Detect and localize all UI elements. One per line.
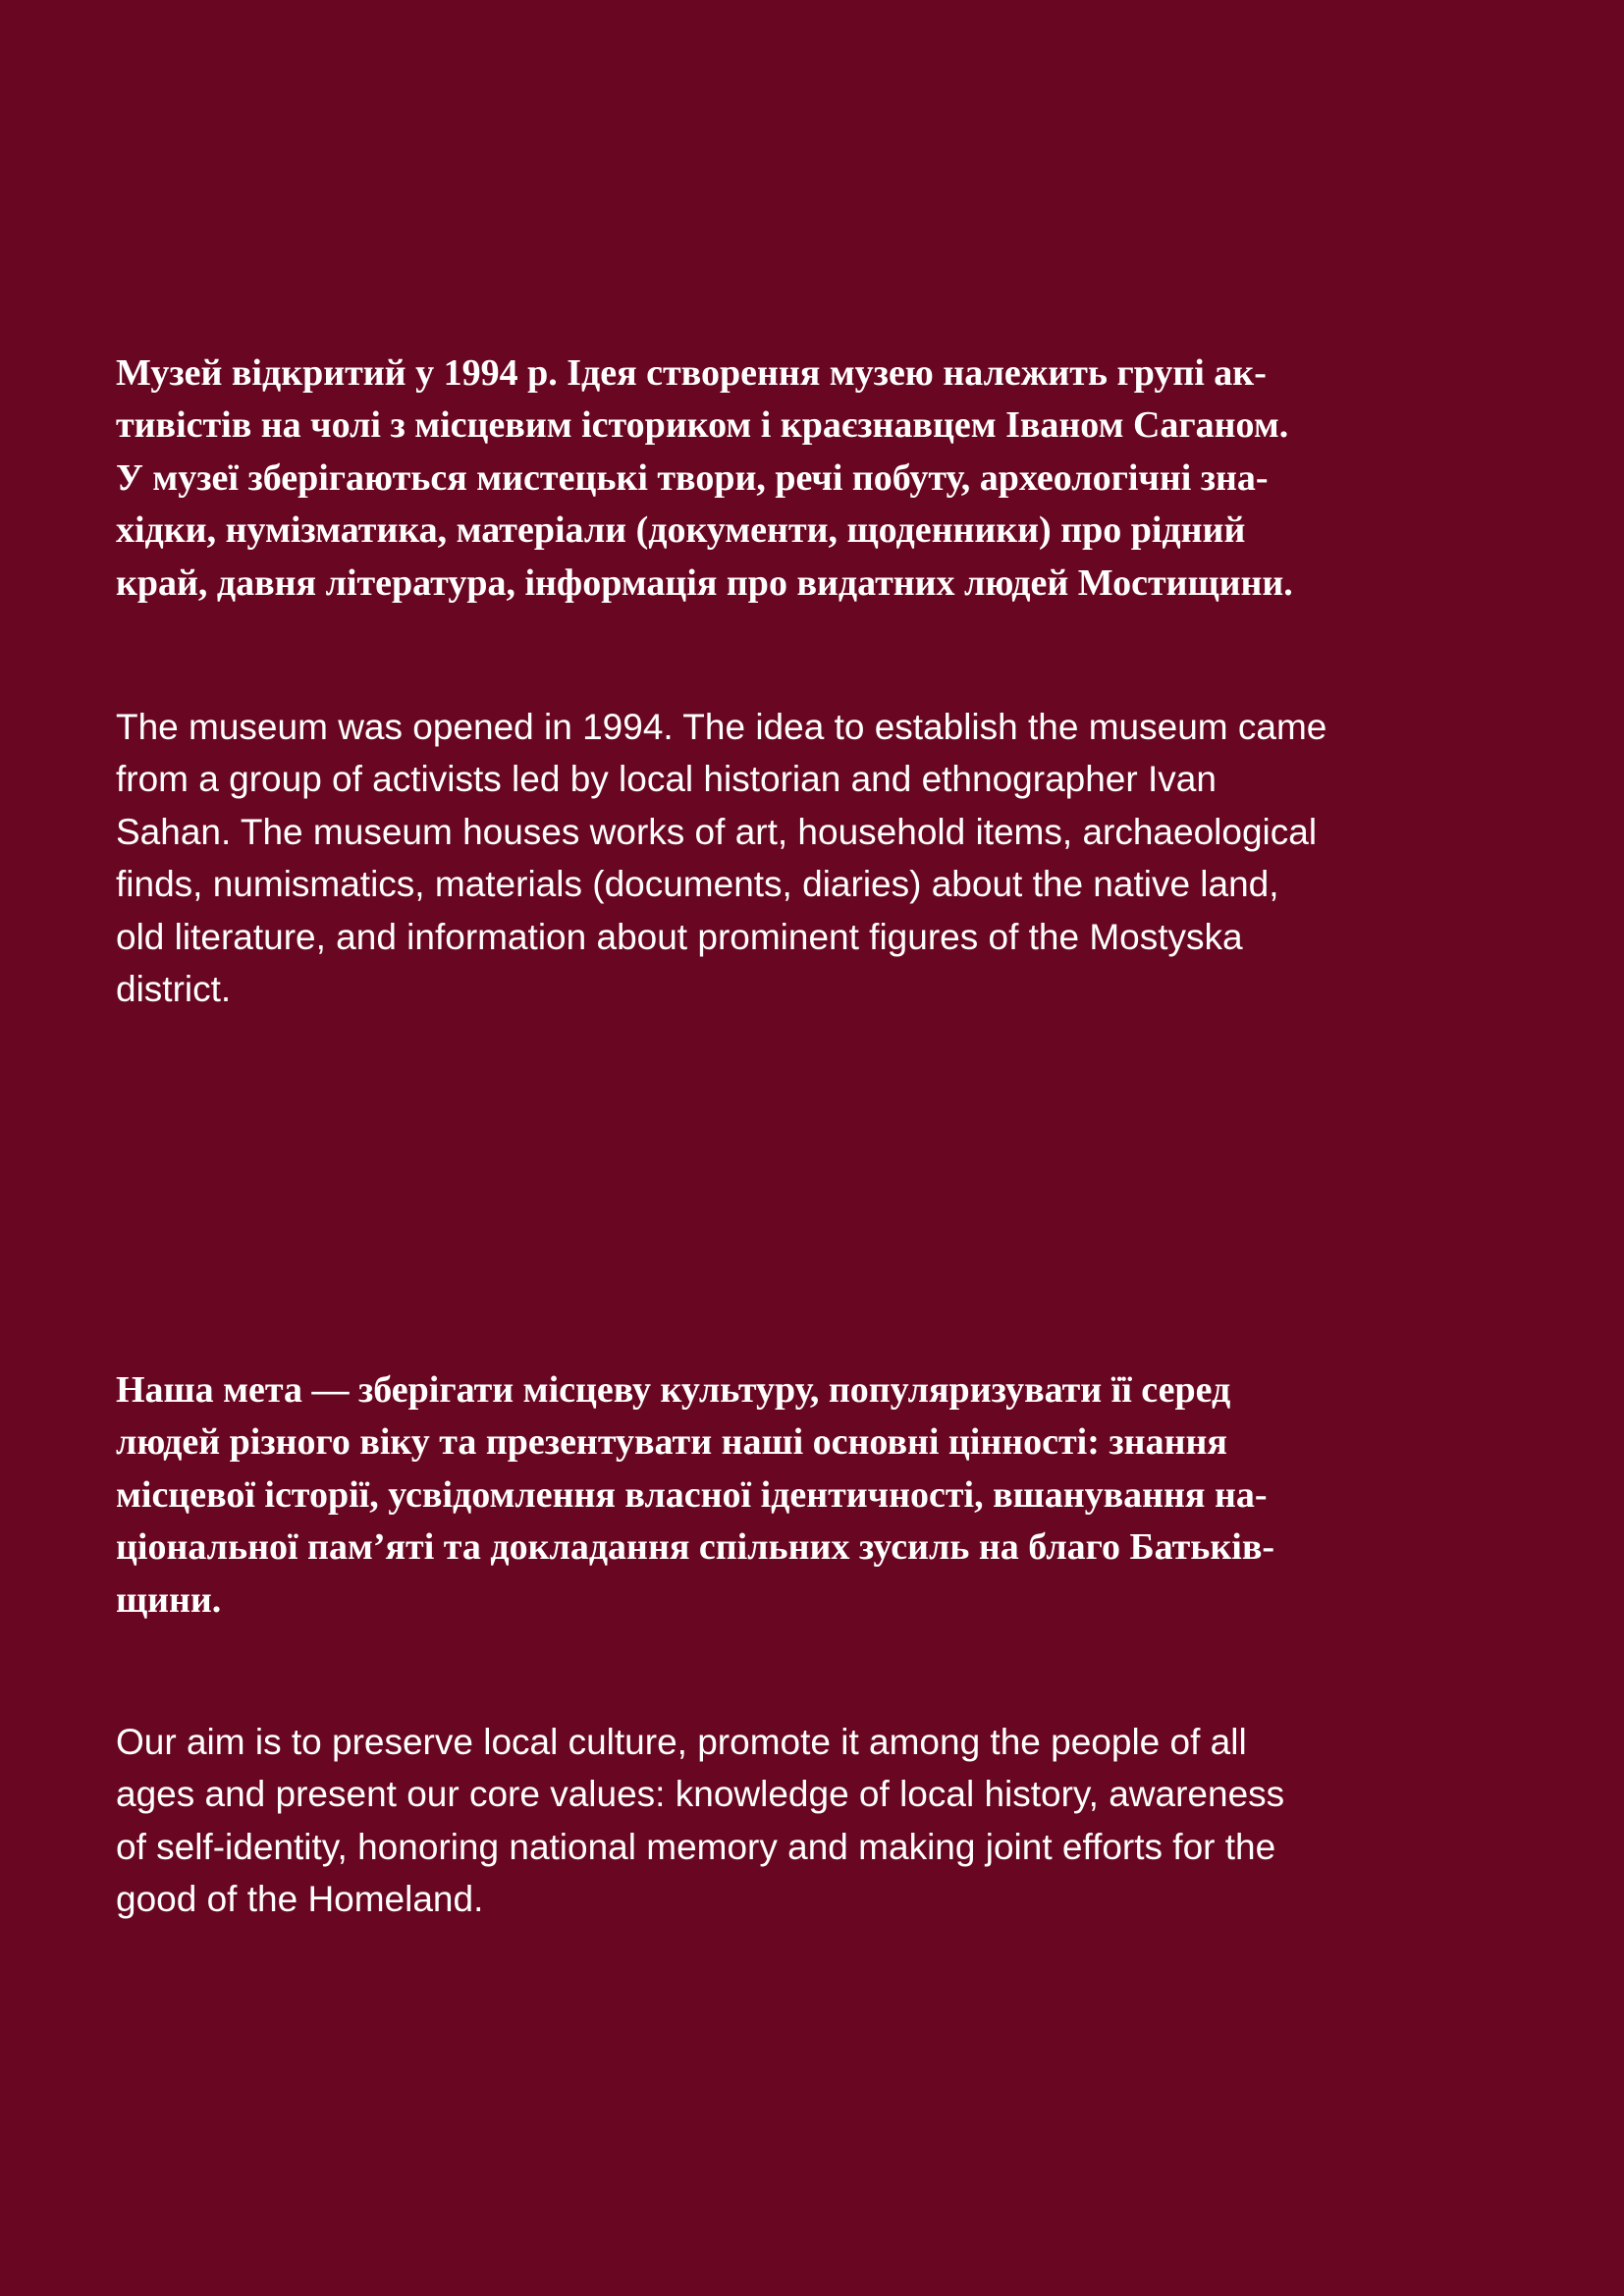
text-line: Музей відкритий у 1994 р. Ідея створення музею належить групі ак- (116, 352, 1267, 394)
museum-aim-english (116, 1716, 1510, 1926)
text-line: old literature, and information about prominent figures of the Mostyska (116, 916, 1243, 957)
text-line: district. (116, 969, 232, 1010)
text-line: Sahan. The museum houses works of art, household items, archaeological (116, 811, 1318, 852)
text-line: good of the Homeland. (116, 1879, 484, 1920)
text-line: The museum was opened in 1994. The idea to establish the museum came (116, 707, 1327, 747)
text-line: from a group of activists led by local historian and ethnographer Ivan (116, 759, 1217, 800)
text-line: Our aim is to preserve local culture, promote it among the people of all (116, 1722, 1247, 1762)
text-line: У музеї зберігаються мистецькі твори, речі побуту, археологічні зна- (116, 456, 1269, 499)
text-line: ages and present our core values: knowledge of local history, awareness (116, 1774, 1285, 1815)
text-line: Наша мета — зберігати місцеву культуру, популяризувати її серед (116, 1369, 1231, 1411)
text-line: тивістів на чолі з місцевим істориком і краєзнавцем Іваном Саганом. (116, 404, 1289, 447)
text-line: ціональної пам’яті та докладання спільних зусиль на благо Батьків- (116, 1526, 1275, 1569)
text-line: хідки, нумізматика, матеріали (документи, щоденники) про рідний (116, 509, 1246, 552)
text-line: finds, numismatics, materials (documents, diaries) about the native land, (116, 864, 1279, 905)
text-line: місцевої історії, усвідомлення власної ідентичності, вшанування на- (116, 1473, 1268, 1516)
museum-history-ukrainian (116, 347, 1510, 610)
text-line: of self-identity, honoring national memory and making joint efforts for the (116, 1826, 1276, 1867)
text-line: людей різного віку та презентувати наші основні цінності: знання (116, 1421, 1227, 1464)
text-line: щини. (116, 1578, 222, 1621)
museum-aim-ukrainian (116, 1364, 1510, 1627)
text-line: край, давня література, інформація про видатних людей Мостищини. (116, 561, 1293, 604)
museum-history-english (116, 701, 1510, 1015)
